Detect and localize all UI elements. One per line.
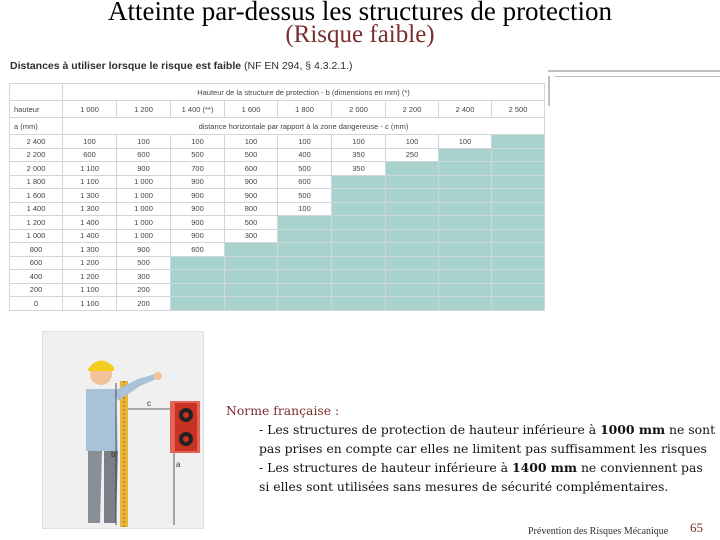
- note-value: 1000 mm: [600, 422, 666, 437]
- b-value-cell: 1 000: [63, 101, 117, 118]
- table-row: [10, 189, 545, 203]
- a-value-cell: 1 800: [10, 175, 63, 189]
- note-heading: Norme française :: [226, 403, 340, 418]
- a-value-cell: 2 000: [10, 162, 63, 176]
- distance-cell: [332, 229, 386, 243]
- a-value-cell: 0: [10, 297, 63, 311]
- distance-cell: [278, 243, 332, 257]
- distance-cell: [332, 243, 386, 257]
- table-row: [10, 283, 545, 297]
- b-header: Hauteur de la structure de protection - b (dimensions en mm) (*): [63, 84, 545, 101]
- distance-cell: 1 300: [63, 202, 117, 216]
- distance-cell: [386, 229, 439, 243]
- a-value-cell: 1 600: [10, 189, 63, 203]
- distance-cell: [332, 283, 386, 297]
- distance-cell: [492, 175, 545, 189]
- gear-hub: [183, 412, 189, 418]
- distance-cell: [386, 283, 439, 297]
- note-text: ne sont: [665, 422, 716, 437]
- distance-cell: 100: [386, 135, 439, 149]
- distance-cell: [492, 229, 545, 243]
- dimension-b-label: b: [111, 450, 116, 459]
- distance-cell: 500: [117, 256, 171, 270]
- standard-note: [226, 401, 716, 496]
- distance-cell: [225, 256, 278, 270]
- distance-cell: 1 100: [63, 162, 117, 176]
- note-text: - Les structures de protection de hauteur inférieure à: [259, 422, 601, 437]
- b-value-cell: 1 600: [225, 101, 278, 118]
- distance-cell: [439, 256, 492, 270]
- distance-cell: 100: [63, 135, 117, 149]
- table-row: [10, 229, 545, 243]
- distance-cell: 900: [171, 229, 225, 243]
- distance-cell: [278, 216, 332, 230]
- distance-cell: [439, 297, 492, 311]
- decor-line: [555, 76, 720, 77]
- table-row: [10, 216, 545, 230]
- b-value-cell: 2 200: [386, 101, 439, 118]
- distance-cell: [171, 283, 225, 297]
- distance-cell: 1 400: [63, 229, 117, 243]
- distance-cell: 1 000: [117, 189, 171, 203]
- distance-cell: [492, 162, 545, 176]
- distance-cell: [492, 270, 545, 284]
- distance-cell: [171, 256, 225, 270]
- distance-cell: 600: [63, 148, 117, 162]
- distance-cell: 500: [278, 162, 332, 176]
- distance-cell: 1 100: [63, 297, 117, 311]
- page-number: 65: [690, 520, 703, 535]
- a-label: a (mm): [10, 118, 63, 135]
- table-row: [10, 297, 545, 311]
- distance-cell: 300: [225, 229, 278, 243]
- a-value-cell: 2 200: [10, 148, 63, 162]
- worker-torso: [86, 389, 118, 451]
- slide-subtitle: (Risque faible): [285, 21, 435, 48]
- height-label: hauteur: [10, 101, 63, 118]
- table-row: [10, 175, 545, 189]
- distance-cell: 300: [117, 270, 171, 284]
- note-line-4: si elles sont utilisées sans mesures de sécurité complémentaires.: [259, 479, 669, 494]
- distance-cell: 900: [171, 189, 225, 203]
- table-row: [10, 243, 545, 257]
- distance-cell: [225, 297, 278, 311]
- distance-cell: [439, 229, 492, 243]
- distance-cell: [278, 297, 332, 311]
- a-value-cell: 800: [10, 243, 63, 257]
- distance-cell: [439, 175, 492, 189]
- table-row: [10, 135, 545, 149]
- distance-cell: 1 000: [117, 202, 171, 216]
- distance-cell: 1 000: [117, 175, 171, 189]
- distance-cell: 600: [278, 175, 332, 189]
- table-caption-ref: (NF EN 294, § 4.3.2.1.): [241, 60, 353, 72]
- distance-table: [9, 83, 545, 311]
- distance-cell: 900: [117, 162, 171, 176]
- distance-cell: [492, 202, 545, 216]
- distance-cell: 500: [171, 148, 225, 162]
- b-value-cell: 1 800: [278, 101, 332, 118]
- table-row: [10, 270, 545, 284]
- note-text: ne conviennent pas: [577, 460, 703, 475]
- distance-cell: [492, 283, 545, 297]
- gear-hub: [183, 436, 189, 442]
- distance-cell: 350: [332, 162, 386, 176]
- decor-line: [548, 70, 720, 72]
- distance-cell: [332, 216, 386, 230]
- distance-cell: 700: [171, 162, 225, 176]
- b-value-cell: 2 500: [492, 101, 545, 118]
- distance-cell: 1 300: [63, 243, 117, 257]
- dimension-c-label: c: [147, 399, 151, 408]
- distance-cell: 200: [117, 283, 171, 297]
- distance-cell: [386, 256, 439, 270]
- distance-cell: 800: [225, 202, 278, 216]
- distance-cell: [278, 229, 332, 243]
- a-value-cell: 2 400: [10, 135, 63, 149]
- note-line-3: [226, 458, 716, 477]
- distance-cell: [439, 202, 492, 216]
- worker-hand: [154, 372, 162, 380]
- distance-cell: 500: [225, 148, 278, 162]
- b-value-cell: 2 400: [439, 101, 492, 118]
- distance-cell: 900: [171, 202, 225, 216]
- distance-cell: [332, 189, 386, 203]
- distance-cell: [332, 256, 386, 270]
- distance-cell: [332, 202, 386, 216]
- distance-cell: [492, 243, 545, 257]
- b-value-cell: 1 200: [117, 101, 171, 118]
- c-header: distance horizontale par rapport à la zone dangereuse - c (mm): [63, 118, 545, 135]
- distance-cell: [439, 189, 492, 203]
- note-value: 1400 mm: [511, 460, 577, 475]
- distance-cell: 1 200: [63, 270, 117, 284]
- distance-cell: [386, 175, 439, 189]
- distance-cell: [492, 216, 545, 230]
- distance-cell: 900: [171, 175, 225, 189]
- distance-cell: [332, 297, 386, 311]
- distance-cell: 100: [439, 135, 492, 149]
- distance-cell: [225, 283, 278, 297]
- worker-leg: [88, 451, 102, 523]
- b-value-cell: 1 400 (**): [171, 101, 225, 118]
- footer-text: Prévention des Risques Mécanique: [528, 526, 669, 537]
- table-row: [10, 162, 545, 176]
- distance-cell: [386, 243, 439, 257]
- distance-cell: 250: [386, 148, 439, 162]
- a-value-cell: 1 200: [10, 216, 63, 230]
- a-value-cell: 1 000: [10, 229, 63, 243]
- distance-cell: 900: [171, 216, 225, 230]
- distance-cell: [278, 270, 332, 284]
- table-row: [10, 256, 545, 270]
- distance-cell: 100: [117, 135, 171, 149]
- distance-cell: [386, 297, 439, 311]
- distance-cell: 600: [171, 243, 225, 257]
- distance-cell: 1 000: [117, 229, 171, 243]
- distance-cell: 1 100: [63, 175, 117, 189]
- note-line-2: pas prises en compte car elles ne limitent pas suffisamment les risques: [259, 441, 707, 456]
- decor-line: [548, 76, 550, 106]
- distance-cell: [439, 148, 492, 162]
- distance-cell: [492, 256, 545, 270]
- distance-cell: 200: [117, 297, 171, 311]
- dimension-a-label: a: [176, 460, 181, 469]
- distance-cell: [492, 148, 545, 162]
- distance-cell: 100: [278, 202, 332, 216]
- slide-title: Atteinte par-dessus les structures de protection: [107, 0, 613, 26]
- distance-cell: [386, 189, 439, 203]
- distance-cell: [386, 270, 439, 284]
- distance-cell: [439, 283, 492, 297]
- table-corner: [10, 84, 63, 101]
- distance-cell: 1 300: [63, 189, 117, 203]
- distance-cell: [492, 135, 545, 149]
- distance-cell: [492, 297, 545, 311]
- distance-cell: [171, 297, 225, 311]
- table-caption: [10, 60, 353, 72]
- table-row: [10, 148, 545, 162]
- a-value-cell: 1 400: [10, 202, 63, 216]
- distance-cell: [386, 162, 439, 176]
- note-text: - Les structures de hauteur inférieure à: [259, 460, 512, 475]
- distance-cell: 900: [225, 175, 278, 189]
- a-value-cell: 200: [10, 283, 63, 297]
- distance-cell: [278, 283, 332, 297]
- distance-cell: [439, 243, 492, 257]
- distance-cell: 1 200: [63, 256, 117, 270]
- distance-cell: [439, 270, 492, 284]
- distance-cell: 500: [278, 189, 332, 203]
- distance-cell: 1 400: [63, 216, 117, 230]
- distance-cell: 1 100: [63, 283, 117, 297]
- distance-cell: 400: [278, 148, 332, 162]
- distance-cell: 500: [225, 216, 278, 230]
- distance-cell: [439, 162, 492, 176]
- distance-cell: [386, 216, 439, 230]
- distance-cell: [332, 175, 386, 189]
- distance-cell: 100: [171, 135, 225, 149]
- b-value-cell: 2 000: [332, 101, 386, 118]
- distance-cell: [386, 202, 439, 216]
- distance-cell: [492, 189, 545, 203]
- distance-cell: 600: [225, 162, 278, 176]
- distance-cell: 900: [225, 189, 278, 203]
- distance-cell: [225, 270, 278, 284]
- distance-cell: 350: [332, 148, 386, 162]
- a-value-cell: 400: [10, 270, 63, 284]
- table-row: [10, 202, 545, 216]
- distance-cell: [225, 243, 278, 257]
- reach-over-figure: [42, 331, 204, 529]
- distance-cell: 600: [117, 148, 171, 162]
- a-value-cell: 600: [10, 256, 63, 270]
- distance-cell: [171, 270, 225, 284]
- distance-cell: [439, 216, 492, 230]
- distance-cell: 1 000: [117, 216, 171, 230]
- distance-cell: 900: [117, 243, 171, 257]
- distance-cell: 100: [332, 135, 386, 149]
- table-caption-main: Distances à utiliser lorsque le risque est faible: [10, 60, 242, 72]
- distance-cell: [332, 270, 386, 284]
- distance-cell: 100: [278, 135, 332, 149]
- distance-cell: 100: [225, 135, 278, 149]
- distance-cell: [278, 256, 332, 270]
- note-line-1: [226, 420, 716, 439]
